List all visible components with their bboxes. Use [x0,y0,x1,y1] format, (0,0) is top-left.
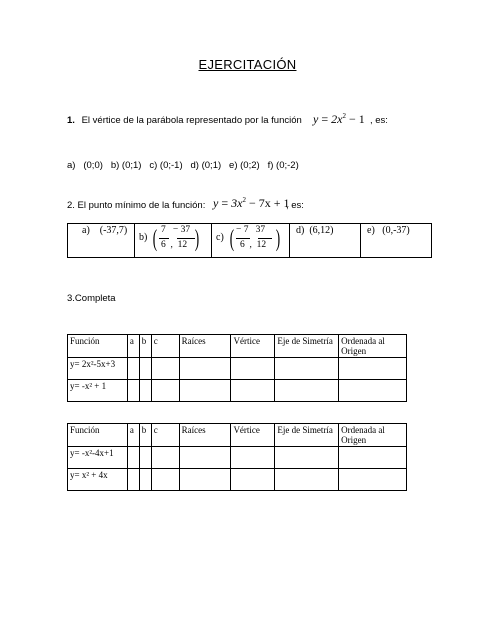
answer-cell[interactable] [127,447,139,469]
table-row [68,380,407,402]
completa-table-2 [67,423,407,491]
option-c-left-paren: ( [229,226,235,252]
table-row [68,358,407,380]
question-1-number: 1. [67,115,75,126]
function-cell: y= 2x²-5x+3 [68,358,128,380]
option-b-bar-2 [177,238,195,239]
answer-cell[interactable] [179,358,231,380]
header-funcion: Función [68,424,128,447]
answer-cell[interactable] [139,358,151,380]
answer-cell[interactable] [151,380,179,402]
option-c-label: c) [216,232,224,243]
header-a: a [127,424,139,447]
option-c-bar-1 [236,238,250,239]
answer-cell[interactable] [231,358,275,380]
answer-cell[interactable] [339,358,407,380]
header-c: c [151,335,179,358]
answer-cell[interactable] [151,358,179,380]
function-cell: y= -x² + 1 [68,380,128,402]
answer-cell[interactable] [139,447,151,469]
header-eje-de-simetria: Eje de Simetría [275,424,339,447]
header-eje-de-simetria: Eje de Simetría [275,335,339,358]
question-2-function: $y = 3x^2 - 7x + 1$ [213,196,290,210]
option-b-label: b) [139,232,148,243]
option-c-numerators: − 7 37 [236,225,266,235]
answer-cell[interactable] [275,447,339,469]
header-b: b [139,424,151,447]
answer-cell[interactable] [339,447,407,469]
answer-cell[interactable] [339,469,407,491]
table-row [68,447,407,469]
header-vertice: Vértice [231,424,275,447]
header-vertice: Vértice [231,335,275,358]
header-ordenada-al-origen: Ordenada al Origen [339,335,407,358]
option-a-cell [68,224,135,257]
function-cell: y= -x²-4x+1 [68,447,128,469]
table-2-header-row [68,424,407,447]
function-cell: y= x² + 4x [68,469,128,491]
question-1-function: $y = 2x^2 - 1$ [313,112,365,126]
option-b-left-paren: ( [152,226,158,252]
question-1-suffix: , es: [370,115,388,126]
answer-cell[interactable] [139,469,151,491]
option-d-cell [290,224,361,257]
answer-cell[interactable] [127,380,139,402]
option-b-cell [135,224,212,257]
header-raices: Raíces [179,424,231,447]
option-e: e) (0,-37) [367,225,410,236]
answer-cell[interactable] [231,469,275,491]
answer-cell[interactable] [179,380,231,402]
question-3-heading: 3.Completa [67,293,116,304]
option-c-fraction [236,225,276,255]
answer-cell[interactable] [127,469,139,491]
table-row [68,469,407,491]
header-ordenada-al-origen: Ordenada al Origen [339,424,407,447]
header-a: a [127,335,139,358]
answer-cell[interactable] [275,358,339,380]
table-1-header-row [68,335,407,358]
option-c-bar-2 [258,238,272,239]
question-1 [67,115,302,126]
option-d: d) (6,12) [296,225,334,236]
answer-cell[interactable] [275,469,339,491]
answer-cell[interactable] [151,469,179,491]
option-c-right-paren: ) [275,226,281,252]
option-b-denominators: 6 , 12 [161,240,188,250]
question-2-text: 2. El punto mínimo de la función: [67,200,206,211]
header-c: c [151,424,179,447]
answer-cell[interactable] [339,380,407,402]
answer-cell[interactable] [179,447,231,469]
question-2-options-table [67,223,432,258]
answer-cell[interactable] [151,447,179,469]
option-e-cell [361,224,431,257]
option-c-cell [212,224,290,257]
option-b-fraction [159,225,200,255]
page-title: EJERCITACIÓN [198,57,297,72]
question-2-suffix: , es: [286,200,304,211]
option-b-right-paren: ) [194,226,200,252]
option-c-denominators: 6 , 12 [240,240,267,250]
answer-cell[interactable] [231,380,275,402]
answer-cell[interactable] [231,447,275,469]
header-funcion: Función [68,335,128,358]
completa-table-1 [67,334,407,402]
question-1-options: a) (0;0) b) (0;1) c) (0;-1) d) (0;1) e) (0;2) f) (0;-2) [67,160,299,171]
option-b-bar-1 [159,238,169,239]
question-1-text: El vértice de la parábola representado por la función [81,115,302,126]
header-raices: Raíces [179,335,231,358]
header-b: b [139,335,151,358]
option-a: a) (-37,7) [82,225,128,236]
option-b-numerators: 7 − 37 [161,225,191,235]
answer-cell[interactable] [275,380,339,402]
answer-cell[interactable] [127,358,139,380]
answer-cell[interactable] [179,469,231,491]
answer-cell[interactable] [139,380,151,402]
